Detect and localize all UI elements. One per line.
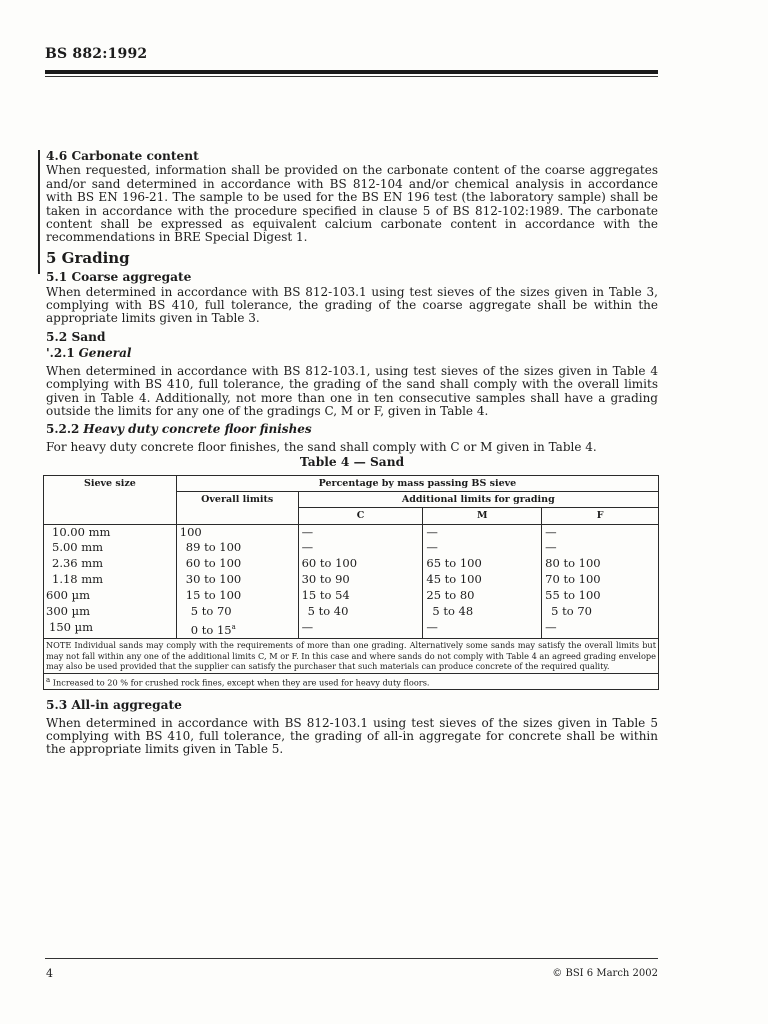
- cell-c: 30 to 90: [298, 572, 423, 588]
- cell-overall: 15 to 100: [176, 588, 298, 604]
- section-5-2-1-number: '.2.1: [46, 346, 75, 361]
- cell-f: 70 to 100: [542, 572, 659, 588]
- table-4: [43, 475, 659, 691]
- cell-overall: 60 to 100: [176, 556, 298, 572]
- section-5-1-body: When determined in accordance with BS 812-103.1 using test sieves of the sizes given in Table 3, complying with BS 410, full tolerance, the grading of the coarse aggregate shall be within the appropriate limits given in Table 3.: [46, 284, 658, 326]
- cell-sieve: 1.18 mm: [44, 572, 177, 588]
- cell-sieve: 300 µm: [44, 604, 177, 620]
- cell-m: —: [423, 540, 542, 556]
- cell-m: —: [423, 620, 542, 639]
- cell-overall-value: 0 to 15: [190, 623, 232, 638]
- header-rule-thin: [45, 76, 658, 77]
- footnote-mark: a: [46, 675, 51, 684]
- table-4-title: Table 4 — Sand: [299, 455, 405, 470]
- header-additional-limits: Additional limits for grading: [298, 491, 658, 507]
- cell-m: 5 to 48: [423, 604, 542, 620]
- cell-m: —: [423, 524, 542, 540]
- footnote-text: Increased to 20 % for crushed rock fines, except when they are used for heavy duty floors.: [52, 677, 430, 688]
- header-rule: [45, 70, 658, 74]
- table-row: [44, 572, 659, 588]
- cell-c: —: [298, 540, 423, 556]
- header-percentage-passing: Percentage by mass passing BS sieve: [176, 475, 658, 491]
- page-number: 4: [46, 967, 53, 980]
- change-bar: [38, 150, 40, 274]
- section-5-2-1-title: General: [78, 346, 132, 361]
- cell-c: 5 to 40: [298, 604, 423, 620]
- copyright: © BSI 6 March 2002: [552, 968, 658, 979]
- table-note: NOTE Individual sands may comply with the requirements of more than one grading. Alternatively some sands may satisfy the overall limits but may not fall within any one of the additional limits C, M or F. In this case and where sands do not comply with Table 4 an agreed grading envelope may also be used provided that the supplier can satisfy the purchaser that such materials can produce concrete of the required quality.: [44, 639, 659, 674]
- cell-f: 5 to 70: [542, 604, 659, 620]
- section-5-2-1-heading: [46, 347, 658, 360]
- cell-sieve: 10.00 mm: [44, 524, 177, 540]
- cell-c: 60 to 100: [298, 556, 423, 572]
- section-5-2-2-number: 5.2.2: [46, 422, 80, 437]
- footer-rule: [45, 958, 658, 959]
- section-5-2-2-title: Heavy duty concrete floor finishes: [83, 422, 312, 437]
- section-5-3-title: 5.3 All-in aggregate: [46, 698, 182, 713]
- table-row: [44, 556, 659, 572]
- cell-sieve: 600 µm: [44, 588, 177, 604]
- table-row: [44, 588, 659, 604]
- cell-c: —: [298, 620, 423, 639]
- cell-f: —: [542, 620, 659, 639]
- cell-m: 65 to 100: [423, 556, 542, 572]
- cell-f: 80 to 100: [542, 556, 659, 572]
- page-content: [46, 150, 658, 762]
- section-5-2-1-body: When determined in accordance with BS 812-103.1, using test sieves of the sizes given in Table 4 complying with BS 410, full tolerance, the grading of the sand shall comply with the overall limits given in Table 4. Additionally, not more than one in ten consecutive samples shall have a grading outside the limits for any one of the gradings C, M or F, given in Table 4.: [46, 363, 658, 418]
- cell-overall: [176, 620, 298, 639]
- header-grading-c: C: [298, 508, 423, 524]
- section-5-2-2-body: For heavy duty concrete floor finishes, the sand shall comply with C or M given in Table 4.: [46, 439, 597, 454]
- header-grading-m: M: [423, 508, 542, 524]
- cell-c: —: [298, 524, 423, 540]
- table-row: [44, 604, 659, 620]
- section-4-6-body: When requested, information shall be provided on the carbonate content of the coarse aggregates and/or sand determined in accordance with BS 812-104 and/or chemical analysis in accordance with BS EN 196-21. The sample to be used for the BS EN 196 test (the laboratory sample) shall be taken in accordance with the procedure specified in clause 5 of BS 812-102:1989. The carbonate content shall be expressed as equivalent calcium carbonate content in accordance with the recommendations in BRE Special Digest 1.: [46, 163, 658, 245]
- cell-f: 55 to 100: [542, 588, 659, 604]
- section-5-title: 5 Grading: [46, 248, 130, 267]
- section-5-1-title: 5.1 Coarse aggregate: [46, 270, 192, 285]
- footnote-ref: a: [231, 623, 236, 632]
- cell-overall: 89 to 100: [176, 540, 298, 556]
- header-grading-f: F: [542, 508, 659, 524]
- header-overall-limits: Overall limits: [176, 491, 298, 524]
- cell-f: —: [542, 524, 659, 540]
- table-row: [44, 540, 659, 556]
- document-id: BS 882:1992: [45, 46, 148, 62]
- table-footnote: [44, 673, 659, 689]
- cell-sieve: 150 µm: [44, 620, 177, 639]
- cell-overall: 100: [176, 524, 298, 540]
- section-5-3-body: When determined in accordance with BS 812-103.1 using test sieves of the sizes given in Table 5 complying with BS 410, full tolerance, the grading of all-in aggregate for concrete shall be within the appropriate limits given in Table 5.: [46, 715, 658, 757]
- cell-m: 25 to 80: [423, 588, 542, 604]
- table-row: [44, 620, 659, 639]
- cell-overall: 5 to 70: [176, 604, 298, 620]
- cell-f: —: [542, 540, 659, 556]
- section-4-6-title: 4.6 Carbonate content: [46, 149, 199, 163]
- cell-overall: 30 to 100: [176, 572, 298, 588]
- cell-sieve: 2.36 mm: [44, 556, 177, 572]
- cell-sieve: 5.00 mm: [44, 540, 177, 556]
- table-row: [44, 524, 659, 540]
- section-5-2-2-heading: [46, 423, 658, 436]
- cell-m: 45 to 100: [423, 572, 542, 588]
- header-sieve-size: Sieve size: [44, 475, 177, 524]
- section-5-2-title: 5.2 Sand: [46, 329, 106, 344]
- cell-c: 15 to 54: [298, 588, 423, 604]
